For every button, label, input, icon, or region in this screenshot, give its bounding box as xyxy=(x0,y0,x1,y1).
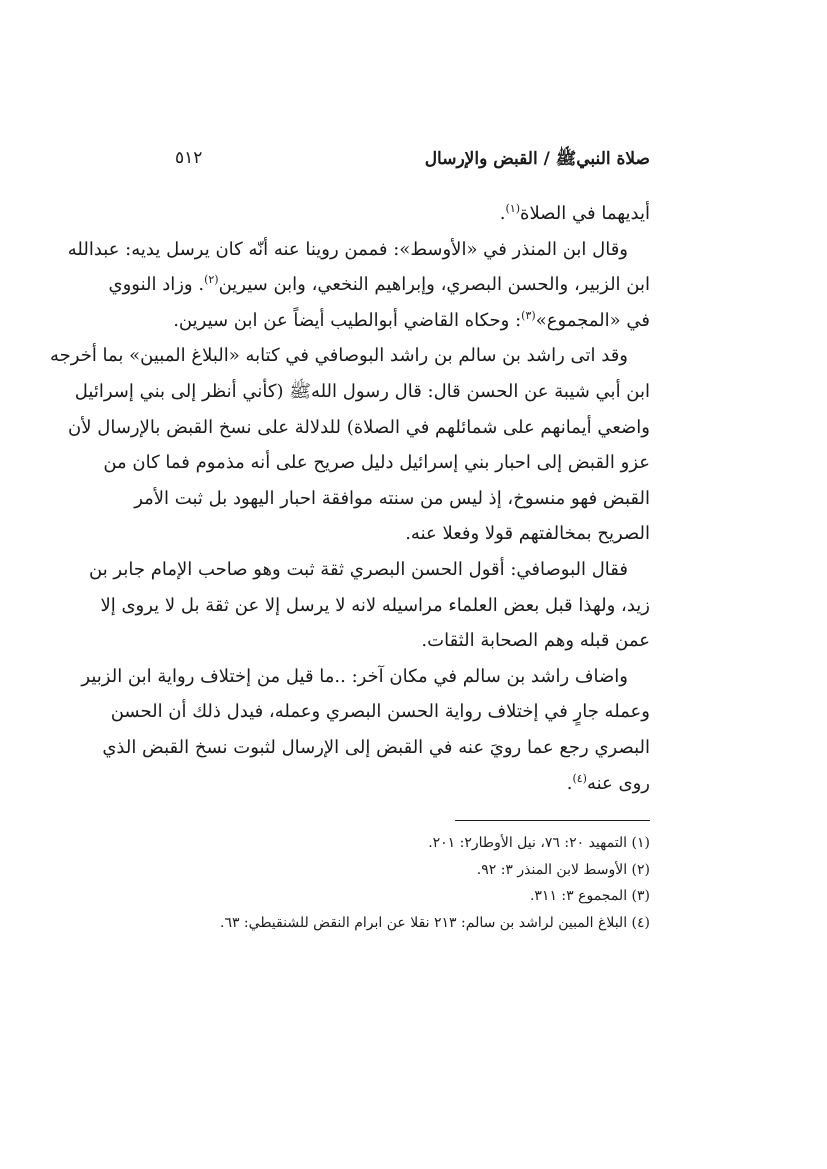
text-line: زيد، ولهذا قبل بعض العلماء مراسيله لانه لا يرسل إلا عن ثقة بل لا يروى إلا xyxy=(100,594,650,616)
text-segment: . وزاد النووي xyxy=(108,274,205,296)
text-line: عمن قبله وهم الصحابة الثقات. xyxy=(421,630,650,652)
text-line: وقال ابن المنذر في «الأوسط»: فممن روينا عنه أنّه كان يرسل يديه: عبدالله xyxy=(67,238,628,260)
running-header xyxy=(175,148,650,180)
text-segment: في «المجموع» xyxy=(535,309,650,331)
page-number: ٥١٢ xyxy=(175,148,203,168)
text-line xyxy=(108,267,650,303)
footnote-ref[interactable]: (٢) xyxy=(204,273,219,287)
main-text xyxy=(49,196,650,801)
text-line: عزو القبض إلى احبار بني إسرائيل دليل صريح على أنه مذموم فما كان من xyxy=(103,452,650,474)
text-line: ابن أبي شيبة عن الحسن قال: قال رسول اللهﷺ (كأني أنظر إلى بني إسرائيل xyxy=(74,380,650,402)
footnote-ref[interactable]: (١) xyxy=(505,202,521,215)
text-line: البصري رجع عما رويَ عنه في القبض إلى الإرسال لثبوت نسخ القبض الذي xyxy=(102,736,650,758)
footnote-separator xyxy=(455,820,650,821)
chapter-title: صلاة النبيﷺ / القبض والإرسال xyxy=(424,149,650,169)
text-line: القبض فهو منسوخ، إذ ليس من سنته موافقة احبار اليهود بل ثبت الأمر xyxy=(134,487,650,509)
text-segment: أيديهما في الصلاة xyxy=(520,203,650,224)
text-line: وعمله جارٍ في إختلاف رواية الحسن البصري وعمله، فيدل ذلك أن الحسن xyxy=(110,701,650,723)
footnote: (٢) الأوسط لابن المنذر ٣: ٩٢. xyxy=(476,861,650,878)
text-line xyxy=(175,766,650,802)
text-line: الصريح بمخالفتهم قولا وفعلا عنه. xyxy=(405,523,650,545)
footnote: (٣) المجموع ٣: ٣١١. xyxy=(529,888,650,905)
text-segment: : وحكاه القاضي أبوالطيب أيضاً عن ابن سيرين. xyxy=(173,309,522,331)
footnote-ref[interactable]: (٣) xyxy=(521,308,536,322)
text-line xyxy=(175,303,650,339)
footnotes xyxy=(175,830,650,937)
text-line: فقال البوصافي: أقول الحسن البصري ثقة ثبت وهو صاحب الإمام جابر بن xyxy=(89,558,628,580)
footnote-ref[interactable]: (٤) xyxy=(572,771,587,785)
footnote: (٤) البلاغ المبين لراشد بن سالم: ٢١٣ نقلا عن ابرام النقض للشنقيطي: ٦٣. xyxy=(219,915,650,932)
text-line: واضعي أيمانهم على شمائلهم في الصلاة) للدلالة على نسخ القبض بالإرسال لأن xyxy=(68,416,650,438)
text-segment: ابن الزبير، والحسن البصري، وإبراهيم النخعي، وابن سيرين xyxy=(218,274,650,296)
footnote: (١) التمهيد ٢٠: ٧٦، نيل الأوطار٢: ٢٠١. xyxy=(428,835,650,851)
text-segment: . xyxy=(566,772,573,794)
text-line: وقد اتى راشد بن سالم بن راشد البوصافي في كتابه «البلاغ المبين» بما أخرجه xyxy=(49,345,628,367)
text-segment: . xyxy=(499,203,506,224)
text-segment: روى عنه xyxy=(586,772,650,794)
text-line xyxy=(175,196,650,232)
text-line: واضاف راشد بن سالم في مكان آخر: ..ما قيل من إختلاف رواية ابن الزبير xyxy=(81,665,628,687)
